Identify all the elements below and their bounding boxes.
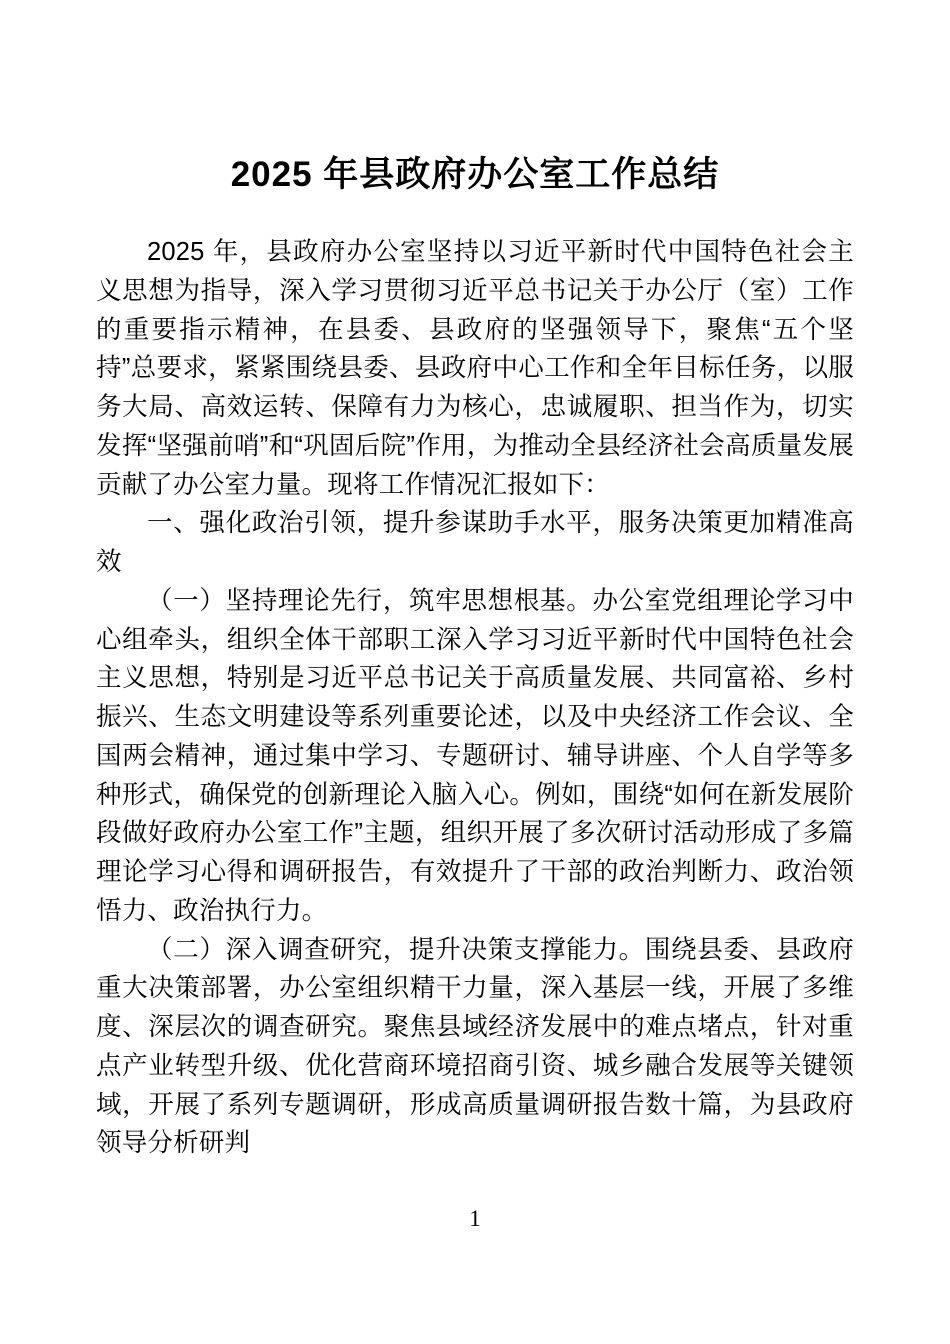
paragraph-subsection-one: （一）坚持理论先行，筑牢思想根基。办公室党组理论学习中心组牵头，组织全体干部职工深入学习习近平新时代中国特色社会主义思想，特别是习近平总书记关于高质量发展、共同富裕、乡村振兴、生态文明建设等系列重要论述，以及中央经济工作会议、全国两会精神，通过集中学习、专题研讨、辅导讲座、个人自学等多种形式，确保党的创新理论入脑入心。例如，围绕“如何在新发展阶段做好政府办公室工作”主题，组织开展了多次研讨活动形成了多篇理论学习心得和调研报告，有效提升了干部的政治判断力、政治领悟力、政治执行力。 xyxy=(96,586,854,925)
paragraph-subsection-two: （二）深入调查研究，提升决策支撑能力。围绕县委、县政府重大决策部署，办公室组织精干力量，深入基层一线，开展了多维度、深层次的调查研究。聚焦县域经济发展中的难点堵点，针对重点产业转型升级、优化营商环境招商引资、城乡融合发展等关键领域，开展了系列专题调研，形成高质量调研报告数十篇，为县政府领导分析研判 xyxy=(96,935,854,1158)
paragraph-intro: 2025 年，县政府办公室坚持以习近平新时代中国特色社会主义思想为指导，深入学习贯彻习近平总书记关于办公厅（室）工作的重要指示精神，在县委、县政府的坚强领导下，聚焦“五个坚持”总要求，紧紧围绕县委、县政府中心工作和全年目标任务，以服务大局、高效运转、保障有力为核心，忠诚履职、担当作为，切实发挥“坚强前哨”和“巩固后院”作用，为推动全县经济社会高质量发展贡献了办公室力量。现将工作情况汇报如下： xyxy=(96,238,854,499)
page-number: 1 xyxy=(469,1206,481,1231)
page-title: 2025 年县政府办公室工作总结 xyxy=(230,155,720,194)
section-heading-one: 一、强化政治引领，提升参谋助手水平，服务决策更加精准高效 xyxy=(96,509,854,576)
